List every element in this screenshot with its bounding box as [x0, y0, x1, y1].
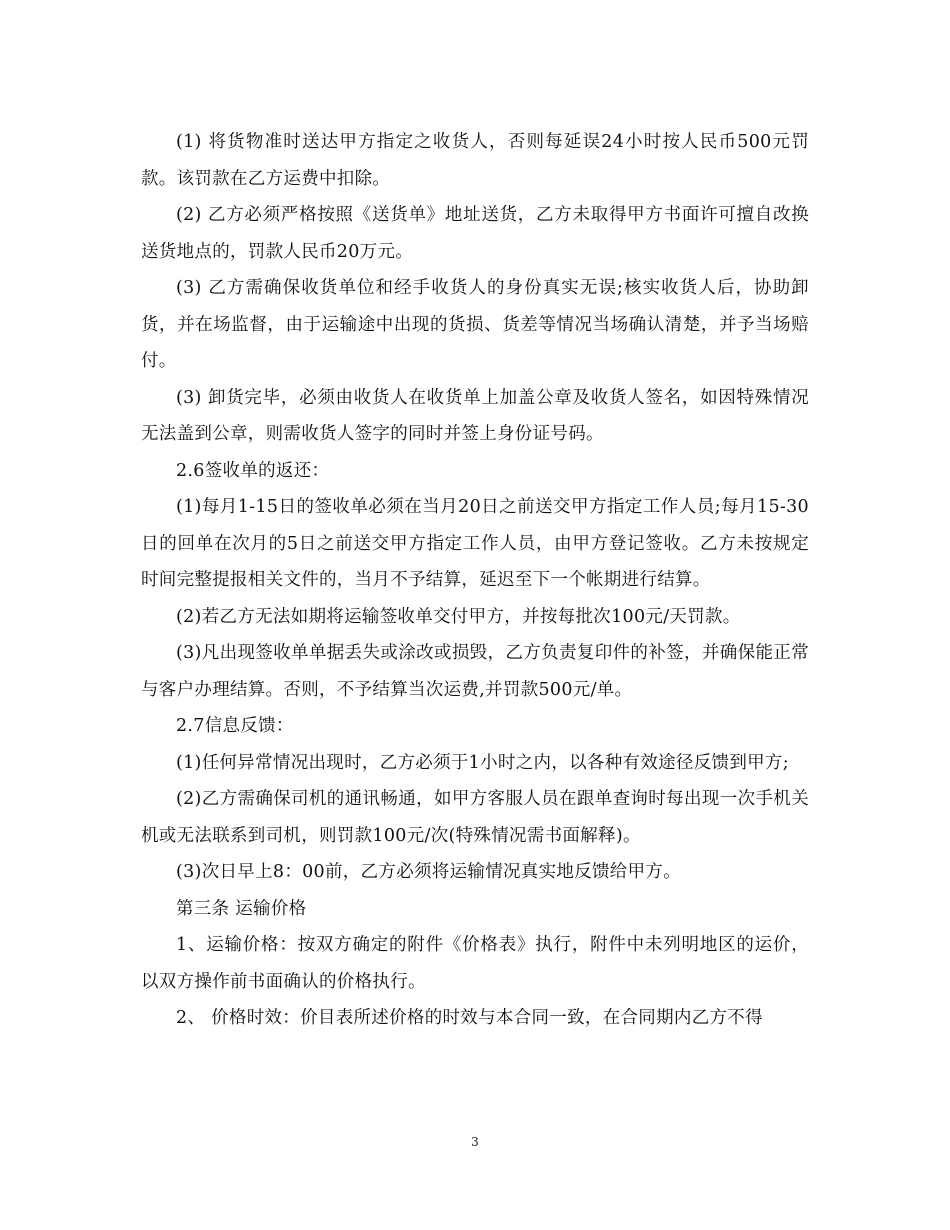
- paragraph-delivery-deadline: (1) 将货物准时送达甲方指定之收货人，否则每延误24小时按人民币500元罚款。该罚款在乙方运费中扣除。: [141, 132, 809, 189]
- paragraph-exception-report: (1)任何异常情况出现时，乙方必须于1小时之内，以各种有效途径反馈到甲方;: [176, 752, 789, 773]
- paragraph-daily-feedback: (3)次日早上8：00前，乙方必须将运输情况真实地反馈给甲方。: [176, 862, 681, 882]
- paragraph-price-validity: 2、 价格时效：价目表所述价格的时效与本合同一致，在合同期内乙方不得: [176, 1008, 763, 1028]
- paragraph-receipt-loss: (3)凡出现签收单单据丢失或涂改或损毁，乙方负责复印件的补签，并确保能正常与客户办理结算。否则，不予结算当次运费,并罚款500元/单。: [141, 643, 809, 700]
- paragraph-transport-price: 1、运输价格：按双方确定的附件《价格表》执行，附件中未列明地区的运价，以双方操作前书面确认的价格执行。: [141, 935, 809, 992]
- paragraph-receiver-verification: (3) 乙方需确保收货单位和经手收货人的身份真实无误;核实收货人后，协助卸货，并在场监督，由于运输途中出现的货损、货差等情况当场确认清楚，并予当场赔付。: [141, 278, 809, 371]
- paragraph-delivery-address: (2) 乙方必须严格按照《送货单》地址送货，乙方未取得甲方书面许可擅自改换送货地点的，罚款人民币20万元。: [141, 205, 809, 262]
- document-body: [141, 124, 809, 1037]
- paragraph-driver-contact: (2)乙方需确保司机的通讯畅通，如甲方客服人员在跟单查询时每出现一次手机关机或无法联系到司机，则罚款100元/次(特殊情况需书面解释)。: [141, 789, 809, 846]
- page-number: 3: [471, 1135, 479, 1149]
- section-heading-2-6: 2.6签收单的返还：: [176, 460, 330, 481]
- paragraph-receipt-return-schedule: (1)每月1-15日的签收单必须在当月20日之前送交甲方指定工作人员;每月15-30日的回单在次月的5日之前送交甲方指定工作人员，由甲方登记签收。乙方未按规定时间完整提报相关文件的，当月不予结算，延迟至下一个帐期进行结算。: [141, 497, 809, 590]
- article-heading-3: 第三条 运输价格: [176, 898, 307, 919]
- section-heading-2-7: 2.7信息反馈：: [176, 716, 294, 736]
- paragraph-unloading-signature: (3) 卸货完毕，必须由收货人在收货单上加盖公章及收货人签名，如因特殊情况无法盖到公章，则需收货人签字的同时并签上身份证号码。: [141, 387, 809, 444]
- paragraph-receipt-late-penalty: (2)若乙方无法如期将运输签收单交付甲方，并按每批次100元/天罚款。: [176, 606, 741, 627]
